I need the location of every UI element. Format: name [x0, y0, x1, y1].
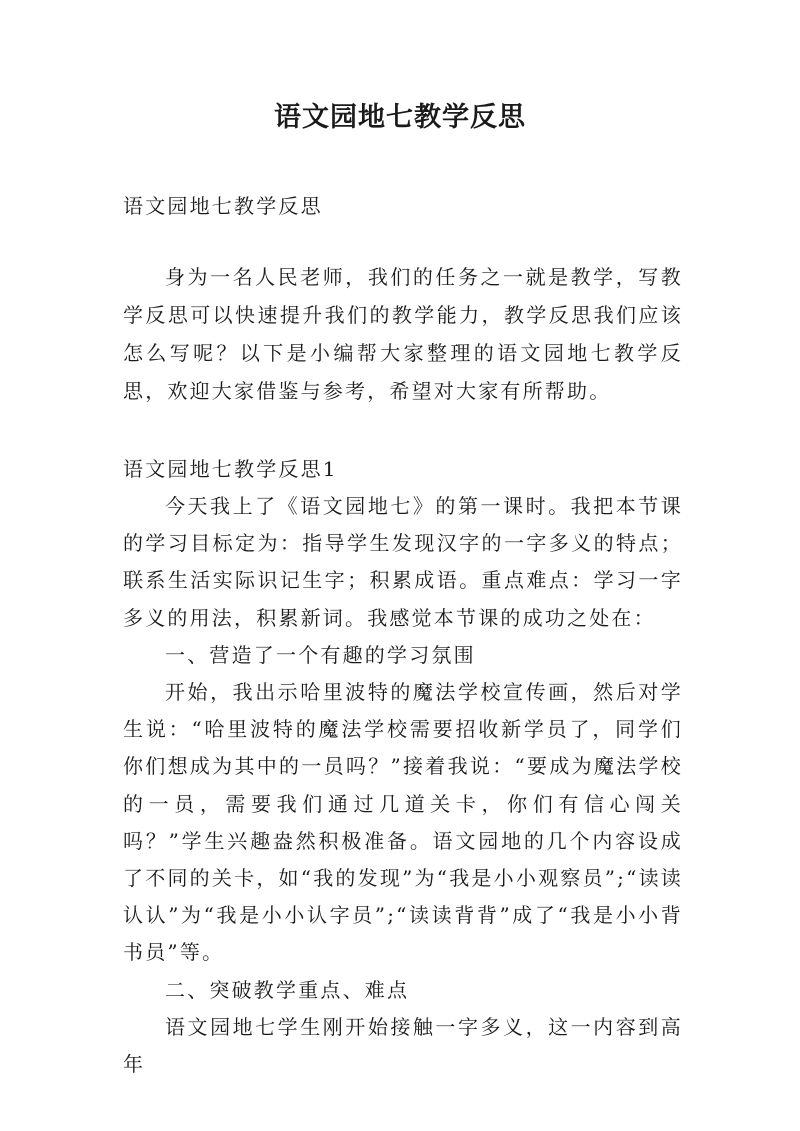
- section-body-1: [123, 488, 683, 1083]
- document-subtitle: 语文园地七教学反思: [123, 194, 323, 218]
- intro-paragraph: 身为一名人民老师，我们的任务之一就是教学，写教学反思可以快速提升我们的教学能力，教学反思我们应该怎么写呢？以下是小编帮大家整理的语文园地七教学反思，欢迎大家借鉴与参考，希望对大家有所帮助。: [123, 265, 683, 403]
- section-subheading: 二、突破教学重点、难点: [165, 977, 410, 1002]
- section-paragraph: 语文园地七学生刚开始接触一字多义，这一内容到高年: [123, 1014, 683, 1077]
- section-heading-1: 语文园地七教学反思1: [123, 457, 338, 481]
- section-paragraph: 开始，我出示哈里波特的魔法学校宣传画，然后对学生说：“哈里波特的魔法学校需要招收新学员了，同学们你们想成为其中的一员吗？”接着我说：“要成为魔法学校的一员，需要我们通过几道关卡，你们有信心闯关吗？”学生兴趣盎然积极准备。语文园地的几个内容设成了不同的关卡，如“我的发现”为“我是小小观察员”;“读读认认”为“我是小小认字员”;“读读背背”成了“我是小小背书员”等。: [123, 680, 683, 965]
- section-paragraph: 今天我上了《语文园地七》的第一课时。我把本节课的学习目标定为：指导学生发现汉字的一字多义的特点；联系生活实际识记生字；积累成语。重点难点：学习一字多义的用法，积累新词。我感觉本节课的成功之处在：: [123, 494, 683, 630]
- page-title: 语文园地七教学反思: [274, 102, 526, 133]
- section-subheading: 一、营造了一个有趣的学习氛围: [165, 642, 476, 667]
